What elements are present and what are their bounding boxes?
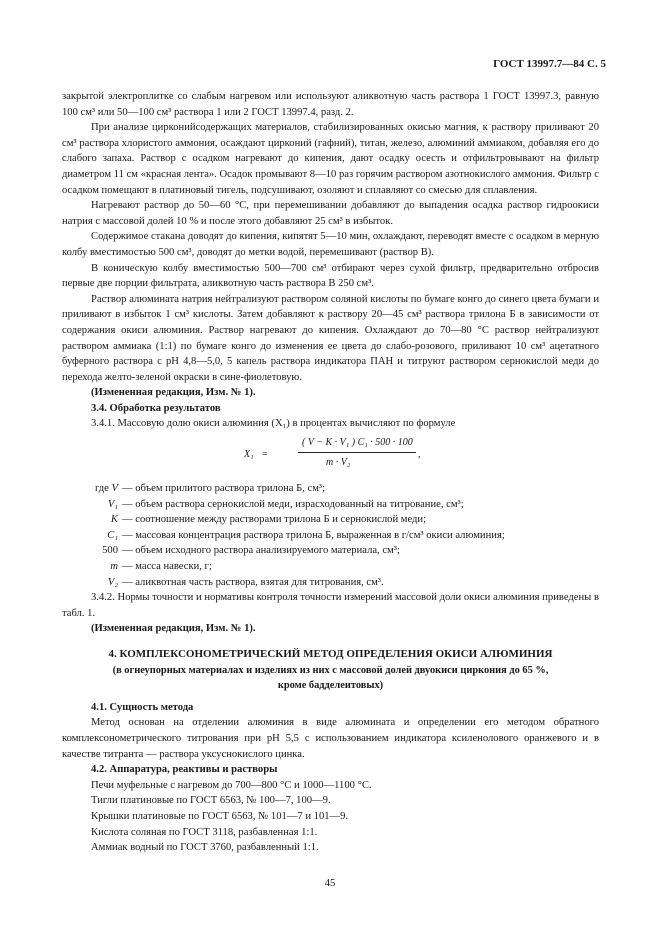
definition-text: — соотношение между растворами трилона Б и сернокислой меди; [122,514,427,526]
formula-equals: = [262,449,268,461]
page-body [62,89,599,856]
definition-symbol: m [110,561,118,573]
running-header: ГОСТ 13997.7—84 С. 5 [493,58,606,70]
formula-denominator: m · V₂ [326,457,351,469]
formula-comma: , [418,449,421,461]
definition-text: — объем прилитого раствора трилона Б, см³; [122,483,326,495]
definition-symbol: V₁ [107,498,118,510]
definition-symbol: где V [94,483,118,495]
paragraph-accuracy: 3.4.2. Нормы точности и нормативы контроля точности измерений массовой доли окиси алюминия приведены в табл. 1. [62,592,599,619]
formula-x1 [62,435,599,479]
definition-text: — масса навески, г; [122,561,212,573]
paragraph-heating: Нагревают раствор до 50—60 °С, при перемешивании добавляют до выпадения осадка раствор гидроокиси натрия с массовой долей 10 % и после этого добавляют 25 см³ в избыток. [62,200,599,227]
paragraph-method-essence: Метод основан на отделении алюминия в виде алюмината и определении его методом обратного комплексонометрического титрования при рН 5,5 с использованием индикатора ксиленолового оранжевого и в качестве титранта — раствора уксуснокислого цинка. [62,717,599,760]
definition-row [62,497,599,513]
definition-row [62,528,599,544]
definition-text: — объем раствора сернокислой меди, израсходованный на титрование, см³; [122,498,464,510]
formula-definitions [62,481,599,590]
definition-row [62,559,599,575]
definition-symbol: C₁ [107,529,118,541]
subsection-heading: 4.2. Аппаратура, реактивы и растворы [91,764,278,776]
definition-row [62,575,599,591]
list-item: Тигли платиновые по ГОСТ 6563, № 100—7, 100—9. [91,795,331,807]
section-title: 4. КОМПЛЕКСОНОМЕТРИЧЕСКИЙ МЕТОД ОПРЕДЕЛЕНИЯ ОКИСИ АЛЮМИНИЯ [108,648,553,660]
list-item: Кислота соляная по ГОСТ 3118, разбавленная 1:1. [91,826,318,838]
definition-row [62,543,599,559]
definition-text: — аликвотная часть раствора, взятая для титрования, см³. [122,576,384,588]
formula-numerator: ( V − K · V₁ ) C₁ · 500 · 100 [302,437,413,449]
subsection-heading: 3.4. Обработка результатов [91,402,221,414]
paragraph-aliquot: В коническую колбу вместимостью 500—700 см³ отбирают через сухой фильтр, предварительно отбросив первые две порции фильтрата, аликвотную часть раствора В 250 см³. [62,262,599,290]
paragraph-continued: закрытой электроплитке со слабым нагревом или используют аликвотную часть раствора 1 ГОСТ 13997.3, равную 100 см³ или 50—100 см³ раствора 1 или 2 ГОСТ 13997.4, разд. 2. [62,91,599,118]
definition-symbol: V₂ [107,576,118,588]
list-item: Крышки платиновые по ГОСТ 6563, № 101—7 и 101—9. [91,810,349,822]
definition-text: — объем исходного раствора анализируемого материала, см³; [122,545,400,557]
definition-text: — массовая концентрация раствора трилона Б, выраженная в г/см³ окиси алюминия; [122,529,505,541]
definition-symbol: K [110,514,118,526]
section-subtitle-line-1: (в огнеупорных материалах и изделиях из них с массовой долей двуокиси циркония до 65 %, [112,664,549,676]
definition-row [62,512,599,528]
formula-fraction-bar [298,452,416,453]
page-number: 45 [324,878,336,889]
section-subtitle-line-2: кроме бадделеитовых) [277,680,384,692]
paragraph-zirconium-analysis: При анализе цирконийсодержащих материалов, стабилизированных окисью магния, к раствору приливают 20 см³ раствора хлористого аммония, осаждают цирконий (гафний), титан, железо, алюминий аммиаком, добавляя его до слабого запаха. Раствор с осадком нагревают до кипения, дают осадку осесть и отфильтровывают на фильтр диаметром 11 см «красная лента». Осадок промывают 8—10 раз горячим раствором азотнокислого аммония. Фильтр с осадком помещают в платиновый тигель, подсушивают, озоляют и сплавляют со смесью для сплавления. [62,122,599,196]
section-4-heading [62,647,599,694]
formula-lhs: X₁ [244,449,254,461]
definition-row [62,481,599,497]
paragraph-formula-intro: 3.4.1. Массовую долю окиси алюминия (X₁) в процентах вычисляют по формуле [91,418,456,430]
paragraph-titration: Раствор алюмината натрия нейтрализуют раствором соляной кислоты по бумаге конго до синего цвета бумаги и приливают в избыток 1 см³ кислоты. Затем добавляют к раствору 20—45 см³ раствора трилона Б в зависимости от содержания окиси алюминия. Раствор нагревают до кипения. Охлаждают до 70—80 °С раствор нейтрализуют раствором аммиака (1:1) по бумаге конго до изменения ее цвета до слабо-розового, приливают 10 см³ ацетатного буферного раствора с рН 4,8—5,0, 5 капель раствора индикатора ПАН и титруют раствором сернокислой меди до перехода желто-зеленой окраски в сине-фиолетовую. [62,293,599,383]
definition-symbol: 500 [102,545,118,557]
subsection-heading: 4.1. Сущность метода [91,701,194,713]
list-item: Аммиак водный по ГОСТ 3760, разбавленный 1:1. [91,842,319,854]
amendment-note: (Измененная редакция, Изм. № 1). [91,623,256,635]
paragraph-boiling: Содержимое стакана доводят до кипения, кипятят 5—10 мин, охлаждают, переводят вместе с осадком в мерную колбу вместимостью 500 см³, доводят до метки водой, перемешивают (раствор В). [62,231,599,258]
amendment-note: (Измененная редакция, Изм. № 1). [91,387,256,399]
list-item: Печи муфельные с нагревом до 700—800 °С и 1000—1100 °С. [91,779,372,791]
